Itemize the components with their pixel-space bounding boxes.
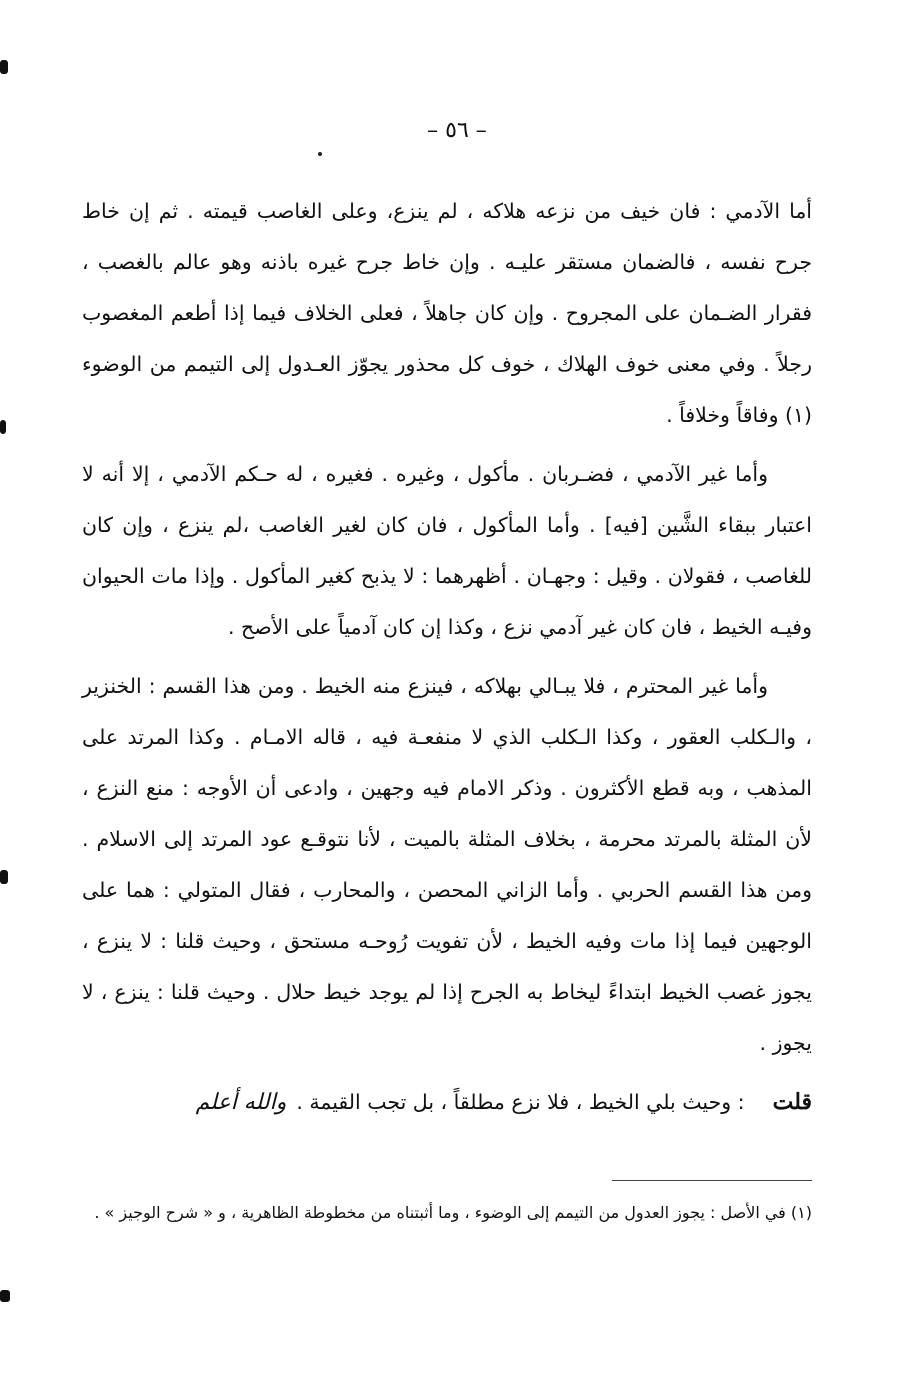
scan-edge-mark bbox=[0, 60, 8, 74]
scan-edge-mark bbox=[0, 420, 6, 434]
scan-edge-mark bbox=[0, 1290, 10, 1302]
closing-text: : وحيث بلي الخيط ، فلا نزع مطلقاً ، بل تجب القيمة . bbox=[296, 1090, 745, 1114]
page-number: – ٥٦ – bbox=[427, 118, 487, 143]
ink-speck bbox=[318, 152, 322, 156]
closing-paragraph bbox=[82, 1077, 812, 1128]
footnote-separator bbox=[612, 1180, 812, 1181]
paragraph-non-respected: وأما غير المحترم ، فلا يبـالي بهلاكه ، فينزع منه الخيط . ومن هذا القسم : الخنزير ، والـكلب العقور ، وكذا الـكلب الذي لا منفعـة فيه ، قاله الامـام . وكذا المرتد على المذهب ، وبه قطع الأكثرون . وذكر الامام فيه وجهين ، وادعى أن الأوجه : منع النزع ، لأن المثلة بالمرتد محرمة ، بخلاف المثلة بالميت ، لأنا نتوقـع عود المرتد إلى الاسلام . ومن هذا القسم الحربي . وأما الزاني المحصن ، والمحارب ، فقال المتولي : هما على الوجهين فيما إذا مات وفيه الخيط ، لأن تفويت رُوحـه مستحق ، وحيث قلنا : لا ينزع ، يجوز غصب الخيط ابتداءً ليخاط به الجرح إذا لم يوجد خيط حلال . وحيث قلنا : ينزع ، لا يجوز . bbox=[82, 674, 812, 1055]
footnote: (١) في الأصل : يجوز العدول من التيمم إلى الوضوء ، وما أثبتناه من مخطوطة الظاهرية ، و « شرح الوجيز » . bbox=[94, 1203, 812, 1222]
main-text bbox=[82, 186, 812, 1128]
closing-signoff: والله أعلم bbox=[195, 1090, 287, 1115]
closing-label: قلت bbox=[772, 1089, 812, 1115]
scan-edge-mark bbox=[0, 870, 8, 884]
paragraph-non-human: وأما غير الآدمي ، فضـربان . مأكول ، وغيره . فغيره ، له حـكم الآدمي ، إلا أنه لا اعتبار ببقاء الشَّين [فيه] . وأما المأكول ، فان كان لغير الغاصب ،لم ينزع ، وإن كان للغاصب ، فقولان . وقيل : وجهـان . أظهرهما : لا يذبح كغير المأكول . وإذا مات الحيوان وفيـه الخيط ، فان كان غير آدمي نزع ، وكذا إن كان آدمياً على الأصح . bbox=[82, 462, 812, 639]
paragraph-human: أما الآدمي : فان خيف من نزعه هلاكه ، لم ينزع، وعلى الغاصب قيمته . ثم إن خاط جرح نفسه ، فالضمان مستقر عليـه . وإن خاط جرح غيره باذنه وهو عالم بالغصب ، فقرار الضـمان على المجروح . وإن كان جاهلاً ، فعلى الخلاف فيما إذا أطعم المغصوب رجلاً . وفي معنى خوف الهلاك ، خوف كل محذور يجوّز العـدول إلى التيمم من الوضوء (١) وفاقاً وخلافاً . bbox=[82, 199, 812, 427]
